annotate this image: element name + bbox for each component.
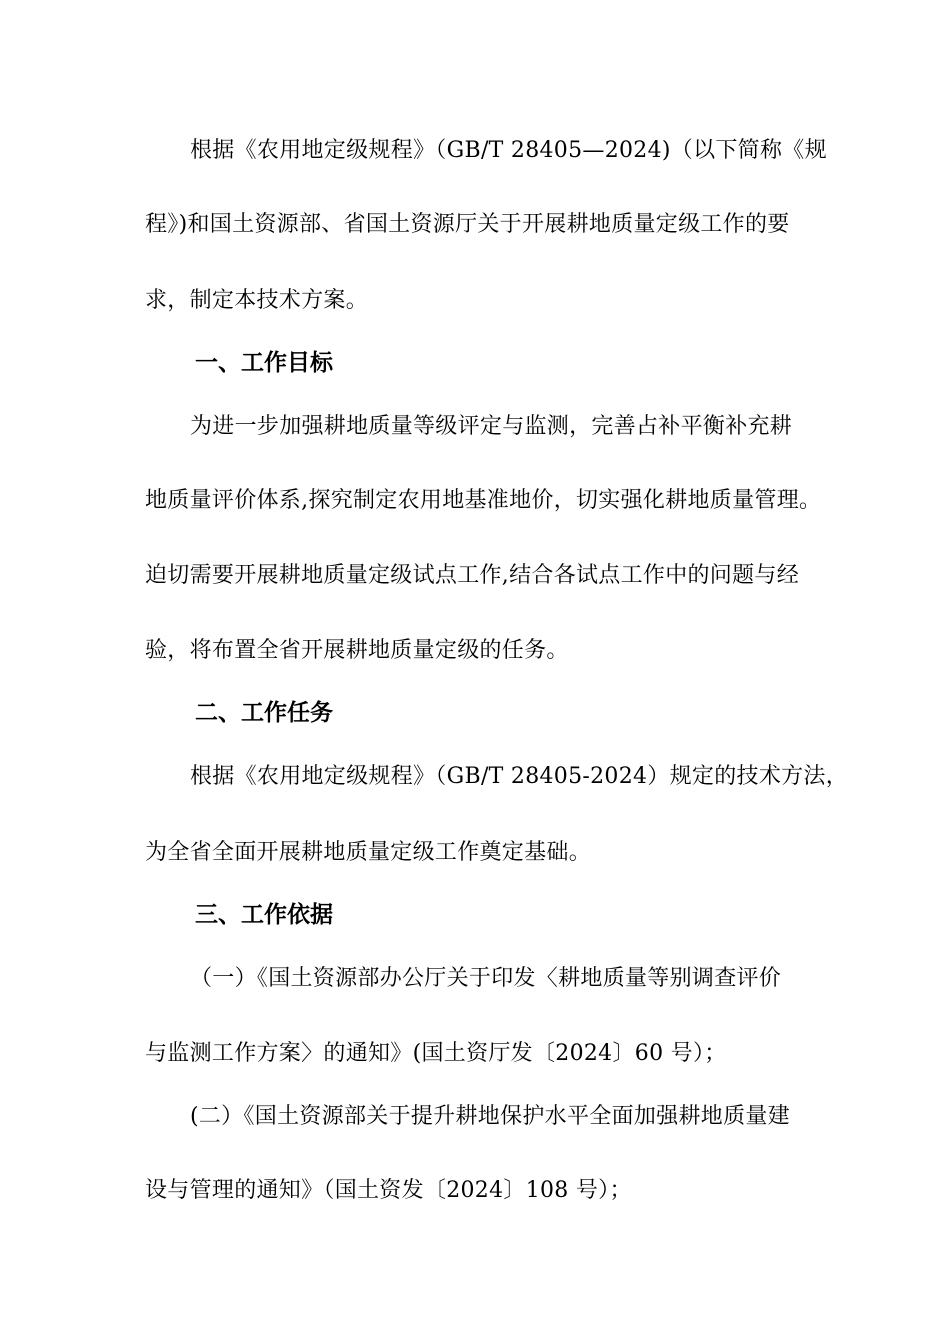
intro-line-3: 求，制定本技术方案。 — [145, 288, 369, 313]
section-2-line-1: 根据《农用地定级规程》（GB/T 28405-2024）规定的技术方法， — [190, 764, 849, 789]
basis-item-2-line-2: 设与管理的通知》（国土资发〔2024〕108 号）； — [145, 1178, 632, 1203]
section-1-line-1: 为进一步加强耕地质量等级评定与监测，完善占补平衡补充耕 — [190, 414, 793, 439]
section-1-line-4: 验，将布置全省开展耕地质量定级的任务。 — [145, 638, 569, 663]
section-3-heading: 三、工作依据 — [195, 902, 333, 928]
basis-item-1-line-1: （一）《国土资源部办公厅关于印发〈耕地质量等别调查评价 — [190, 966, 782, 991]
intro-line-2: 程》)和国土资源部、省国土资源厅关于开展耕地质量定级工作的要 — [145, 212, 790, 237]
intro-line-1: 根据《农用地定级规程》（GB/T 28405—2024)（以下简称《规 — [190, 138, 827, 163]
section-1-heading: 一、工作目标 — [195, 350, 333, 376]
section-2-line-2: 为全省全面开展耕地质量定级工作奠定基础。 — [145, 840, 592, 865]
section-1-line-2: 地质量评价体系,探究制定农用地基准地价，切实强化耕地质量管理。 — [145, 488, 822, 513]
section-1-line-3: 迫切需要开展耕地质量定级试点工作,结合各试点工作中的问题与经 — [145, 563, 799, 588]
basis-item-1-line-2: 与监测工作方案〉的通知》(国土资厅发〔2024〕60 号）； — [145, 1041, 727, 1066]
section-2-heading: 二、工作任务 — [195, 700, 333, 726]
basis-item-2-line-1: (二）《国土资源部关于提升耕地保护水平全面加强耕地质量建 — [190, 1104, 790, 1129]
